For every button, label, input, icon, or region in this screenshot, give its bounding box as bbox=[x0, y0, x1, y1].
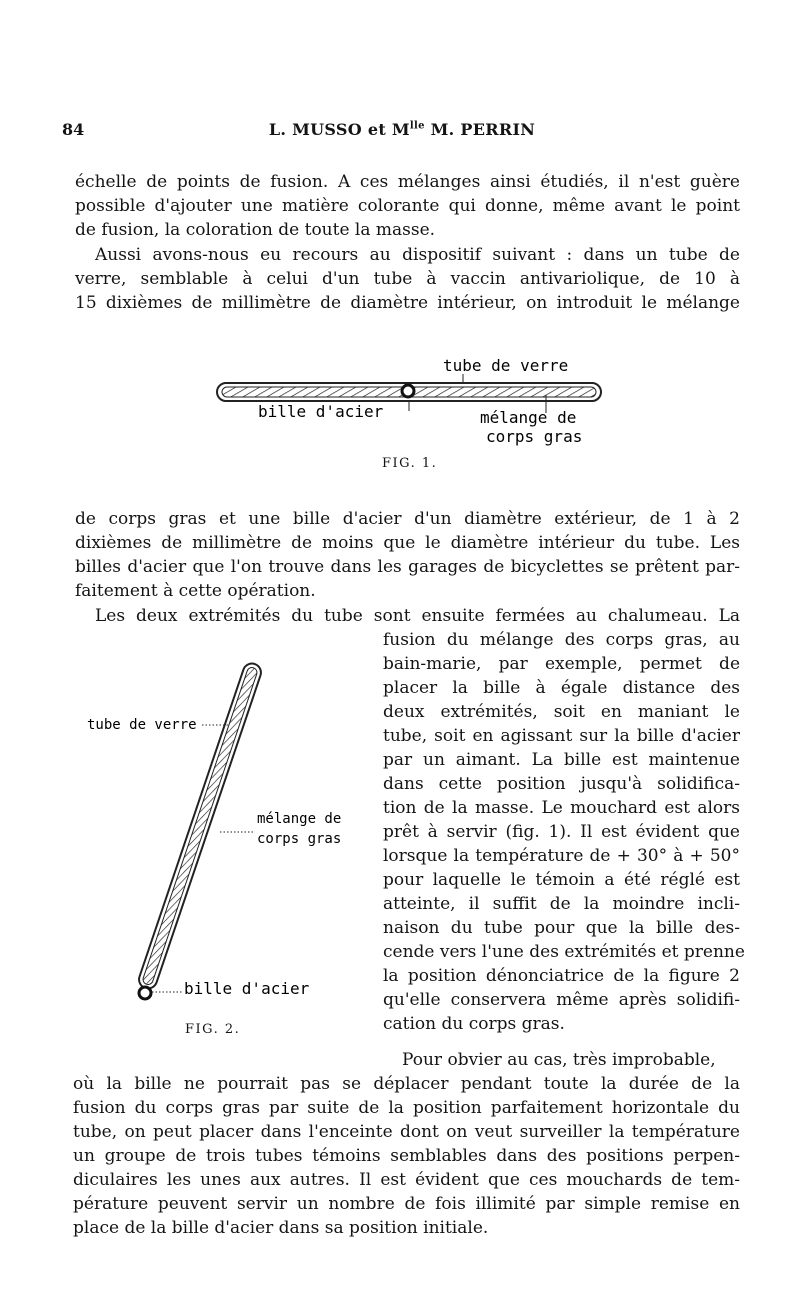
text-line: atteinte, il suffit de la moindre incli- bbox=[383, 894, 740, 914]
text-line: lorsque la température de + 30° à + 50° bbox=[383, 846, 740, 866]
text-line: billes d'acier que l'on trouve dans les garages de bicyclettes se prêtent par- bbox=[75, 557, 740, 577]
text-line: la position dénonciatrice de la figure 2 bbox=[383, 966, 740, 986]
text-line: cation du corps gras. bbox=[383, 1014, 565, 1034]
text-line: cende vers l'une des extrémités et prenne bbox=[383, 942, 745, 962]
text-line: qu'elle conservera même après solidifi- bbox=[383, 990, 740, 1010]
fig2-label-corps: corps gras bbox=[257, 831, 342, 847]
steel-ball bbox=[139, 987, 151, 999]
fig2-label-tube: tube de verre bbox=[87, 717, 197, 733]
text-line: dans cette position jusqu'à solidifica- bbox=[383, 774, 740, 794]
text-line: bain-marie, par exemple, permet de bbox=[383, 654, 740, 674]
text-line: pour laquelle le témoin a été réglé est bbox=[383, 870, 740, 890]
text-line: prêt à servir (fig. 1). Il est évident que bbox=[383, 822, 740, 842]
text-line: un groupe de trois tubes témoins semblables dans des positions perpen- bbox=[73, 1146, 740, 1166]
figure-1-caption: FIG. 1. bbox=[382, 456, 438, 471]
text-line: fusion du corps gras par suite de la position parfaitement horizontale du bbox=[73, 1098, 740, 1118]
text-line: diculaires les unes aux autres. Il est évident que ces mouchards de tem- bbox=[73, 1170, 740, 1190]
text-line: tube, on peut placer dans l'enceinte dont on veut surveiller la température bbox=[73, 1122, 740, 1142]
authors-prefix: L. MUSSO et M bbox=[268, 120, 410, 139]
text-line: Aussi avons-nous eu recours au dispositif suivant : dans un tube de bbox=[95, 245, 740, 265]
text-line: de corps gras et une bille d'acier d'un diamètre extérieur, de 1 à 2 bbox=[75, 509, 740, 529]
text-line: Pour obvier au cas, très improbable, bbox=[402, 1050, 716, 1070]
page-number: 84 bbox=[62, 120, 85, 139]
text-line: tube, soit en agissant sur la bille d'acier bbox=[383, 726, 740, 746]
fig2-label-bille: bille d'acier bbox=[184, 979, 310, 998]
steel-ball bbox=[402, 385, 414, 397]
text-line: place de la bille d'acier dans sa position initiale. bbox=[73, 1218, 489, 1238]
authors-suffix: M. PERRIN bbox=[424, 120, 536, 139]
text-line: possible d'ajouter une matière colorante qui donne, même avant le point bbox=[75, 196, 740, 216]
figure-2 bbox=[80, 640, 370, 1050]
text-line: où la bille ne pourrait pas se déplacer pendant toute la durée de la bbox=[73, 1074, 740, 1094]
glass-tube-inclined bbox=[137, 661, 264, 991]
text-line: 15 dixièmes de millimètre de diamètre intérieur, on introduit le mélange bbox=[75, 293, 740, 313]
figure-2-caption: FIG. 2. bbox=[185, 1022, 241, 1037]
fig1-label-bille: bille d'acier bbox=[258, 402, 384, 421]
text-line: échelle de points de fusion. A ces mélanges ainsi étudiés, il n'est guère bbox=[75, 172, 740, 192]
running-title bbox=[62, 120, 742, 139]
fig1-label-corps: corps gras bbox=[486, 427, 583, 446]
text-line: pérature peuvent servir un nombre de fois illimité par simple remise en bbox=[73, 1194, 740, 1214]
text-line: dixièmes de millimètre de moins que le diamètre intérieur du tube. Les bbox=[75, 533, 740, 553]
fig2-label-melange: mélange de bbox=[257, 811, 342, 827]
text-line: verre, semblable à celui d'un tube à vaccin antivariolique, de 10 à bbox=[75, 269, 740, 289]
authors-superscript: lle bbox=[409, 120, 425, 132]
text-line: de fusion, la coloration de toute la masse. bbox=[75, 220, 436, 240]
running-header bbox=[62, 120, 742, 144]
fig1-label-melange: mélange de bbox=[480, 408, 577, 427]
text-line: naison du tube pour que la bille des- bbox=[383, 918, 740, 938]
text-line: faitement à cette opération. bbox=[75, 581, 316, 601]
text-line: tion de la masse. Le mouchard est alors bbox=[383, 798, 740, 818]
text-line: Les deux extrémités du tube sont ensuite fermées au chalumeau. La bbox=[95, 606, 740, 626]
fig1-label-tube: tube de verre bbox=[443, 356, 569, 375]
text-line: placer la bille à égale distance des bbox=[383, 678, 740, 698]
text-line: deux extrémités, soit en maniant le bbox=[383, 702, 740, 722]
text-line: par un aimant. La bille est maintenue bbox=[383, 750, 740, 770]
text-line: fusion du mélange des corps gras, au bbox=[383, 630, 740, 650]
